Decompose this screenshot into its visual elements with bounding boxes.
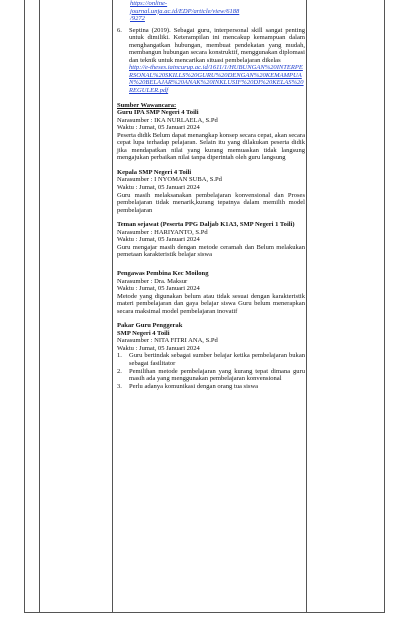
source-narasumber: Narasumber : HARIYANTO, S.Pd (117, 228, 208, 236)
list-number: 1. (117, 352, 122, 360)
source-waktu: Waktu : Jumat, 05 Januari 2024 (117, 285, 200, 293)
pakar-school: SMP Negeri 4 Toili (117, 329, 170, 337)
table-column-divider (39, 0, 40, 613)
source-text: Metode yang digunakan belum atau tidak sesuai dengan karakteristik materi pembelajaran dan gaya belajar siswa Guru belum menerapkan secara maksimal model pembelajaran inovatif (117, 292, 305, 315)
source-text: Peserta didik Belum dapat menangkap konsep secara cepat, akan secara cepat lupa terhadap pelajaran. Selain itu yang dilakukan peserta didik jika mendapatkan nilai yang kurang memuaskan tidak langsung mengajukan perbaikan nilai tanpa diperintah oleh guru langsung (117, 131, 305, 162)
source-narasumber: Narasumber : I NYOMAN SUBA, S.Pd (117, 176, 222, 184)
list-text: Perlu adanya komunikasi dengan orang tua siswa (129, 382, 259, 390)
source-heading: Pengawas Pembina Kec Moilong (117, 269, 209, 277)
source-waktu: Waktu : Jumat, 05 Januari 2024 (117, 184, 200, 192)
table-border-right (384, 0, 385, 613)
table-border-left (24, 0, 25, 613)
list-text: Guru bertindak sebagai sumber belajar ketika pembelajaran bukan sebagai fasilitator (129, 352, 305, 367)
source-text: Guru mengajar masih dengan metode ceramah dan Belum melakukan pemetaan karakteristik belajar siswa (117, 243, 305, 259)
pakar-waktu: Waktu : Jumat, 05 Januari 2024 (117, 344, 200, 352)
link-line[interactable]: /9272 (130, 15, 145, 23)
interview-title: Sumber Wawancara: (117, 101, 177, 109)
pakar-list (117, 352, 305, 390)
pakar-list-item (117, 352, 305, 367)
source-waktu: Waktu : Jumat, 05 Januari 2024 (117, 236, 200, 244)
list-number: 2. (117, 367, 122, 375)
pakar-narasumber: Narasumber : NITA FITRI ANA, S.Pd (117, 337, 218, 345)
link-line[interactable]: https://online- (130, 0, 168, 7)
reference-item (117, 27, 305, 95)
source-narasumber: Narasumber : IKA NURLAELA, S.Pd (117, 116, 218, 124)
pakar-list-item (117, 368, 305, 383)
list-text: Pemilihan metode pembelajaran yang kurang tepat dimana guru masih ada yang menggunakan pembelajaran konvensional (129, 367, 305, 383)
interview-source (117, 221, 305, 259)
table-bottom-border (24, 612, 384, 613)
table-cell-content (117, 0, 305, 612)
list-number: 3. (117, 382, 122, 390)
interview-source-pakar (117, 322, 305, 390)
source-heading: Kepala SMP Negeri 4 Toili (117, 168, 192, 176)
reference-number: 6. (117, 26, 122, 34)
source-heading: Guru IPA SMP Negeri 4 Toili (117, 109, 199, 117)
table-column-divider (306, 0, 307, 613)
pakar-heading: Pakar Guru Penggerak (117, 322, 183, 330)
source-heading: Teman sejawat (Peserta PPG Daljab K1A3, SMP Negeri 1 Toili) (117, 221, 295, 229)
source-waktu: Waktu : Jumat, 05 Januari 2024 (117, 124, 200, 132)
interview-source (117, 169, 305, 214)
pakar-list-item (117, 383, 305, 391)
link-line[interactable]: journal.unja.ac.id/EDP/article/view/6188 (130, 7, 240, 15)
interview-source (117, 109, 305, 162)
interview-source (117, 270, 305, 315)
table-column-divider (112, 0, 113, 613)
source-narasumber: Narasumber : Dra. Maksur (117, 277, 188, 285)
source-text: Guru masih melaksanakan pembelajaran konvensional dan Proses pembelajaran tidak menarik,kurang tepatnya dalam memilih model pembelajaran (117, 191, 305, 214)
reference-link-continued[interactable] (117, 0, 305, 23)
reference-link[interactable]: http://e-theses.iaincurup.ac.id/1611/1/HUBUNGAN%20INTERPERSONAL%20SKILLS%20GURU%20DENGAN%20KEMAMPUAN%20BELAJAR%20ANAK%20INKLUSIF%20DI%20KELAS%20REGULER.pdf (129, 64, 304, 95)
reference-text: Septina (2019). Sebagai guru, interpersonal skill sangat penting untuk dimiliki. Keterampilan ini mencakup kemampuan dalam menghangatkan hubungan, membuat pendekatan yang mudah, membangun hubungan secara konstruktif, menggunakan diplomasi dan teknik untuk mencarikan situasi pembelajaran dikelas (129, 26, 305, 64)
